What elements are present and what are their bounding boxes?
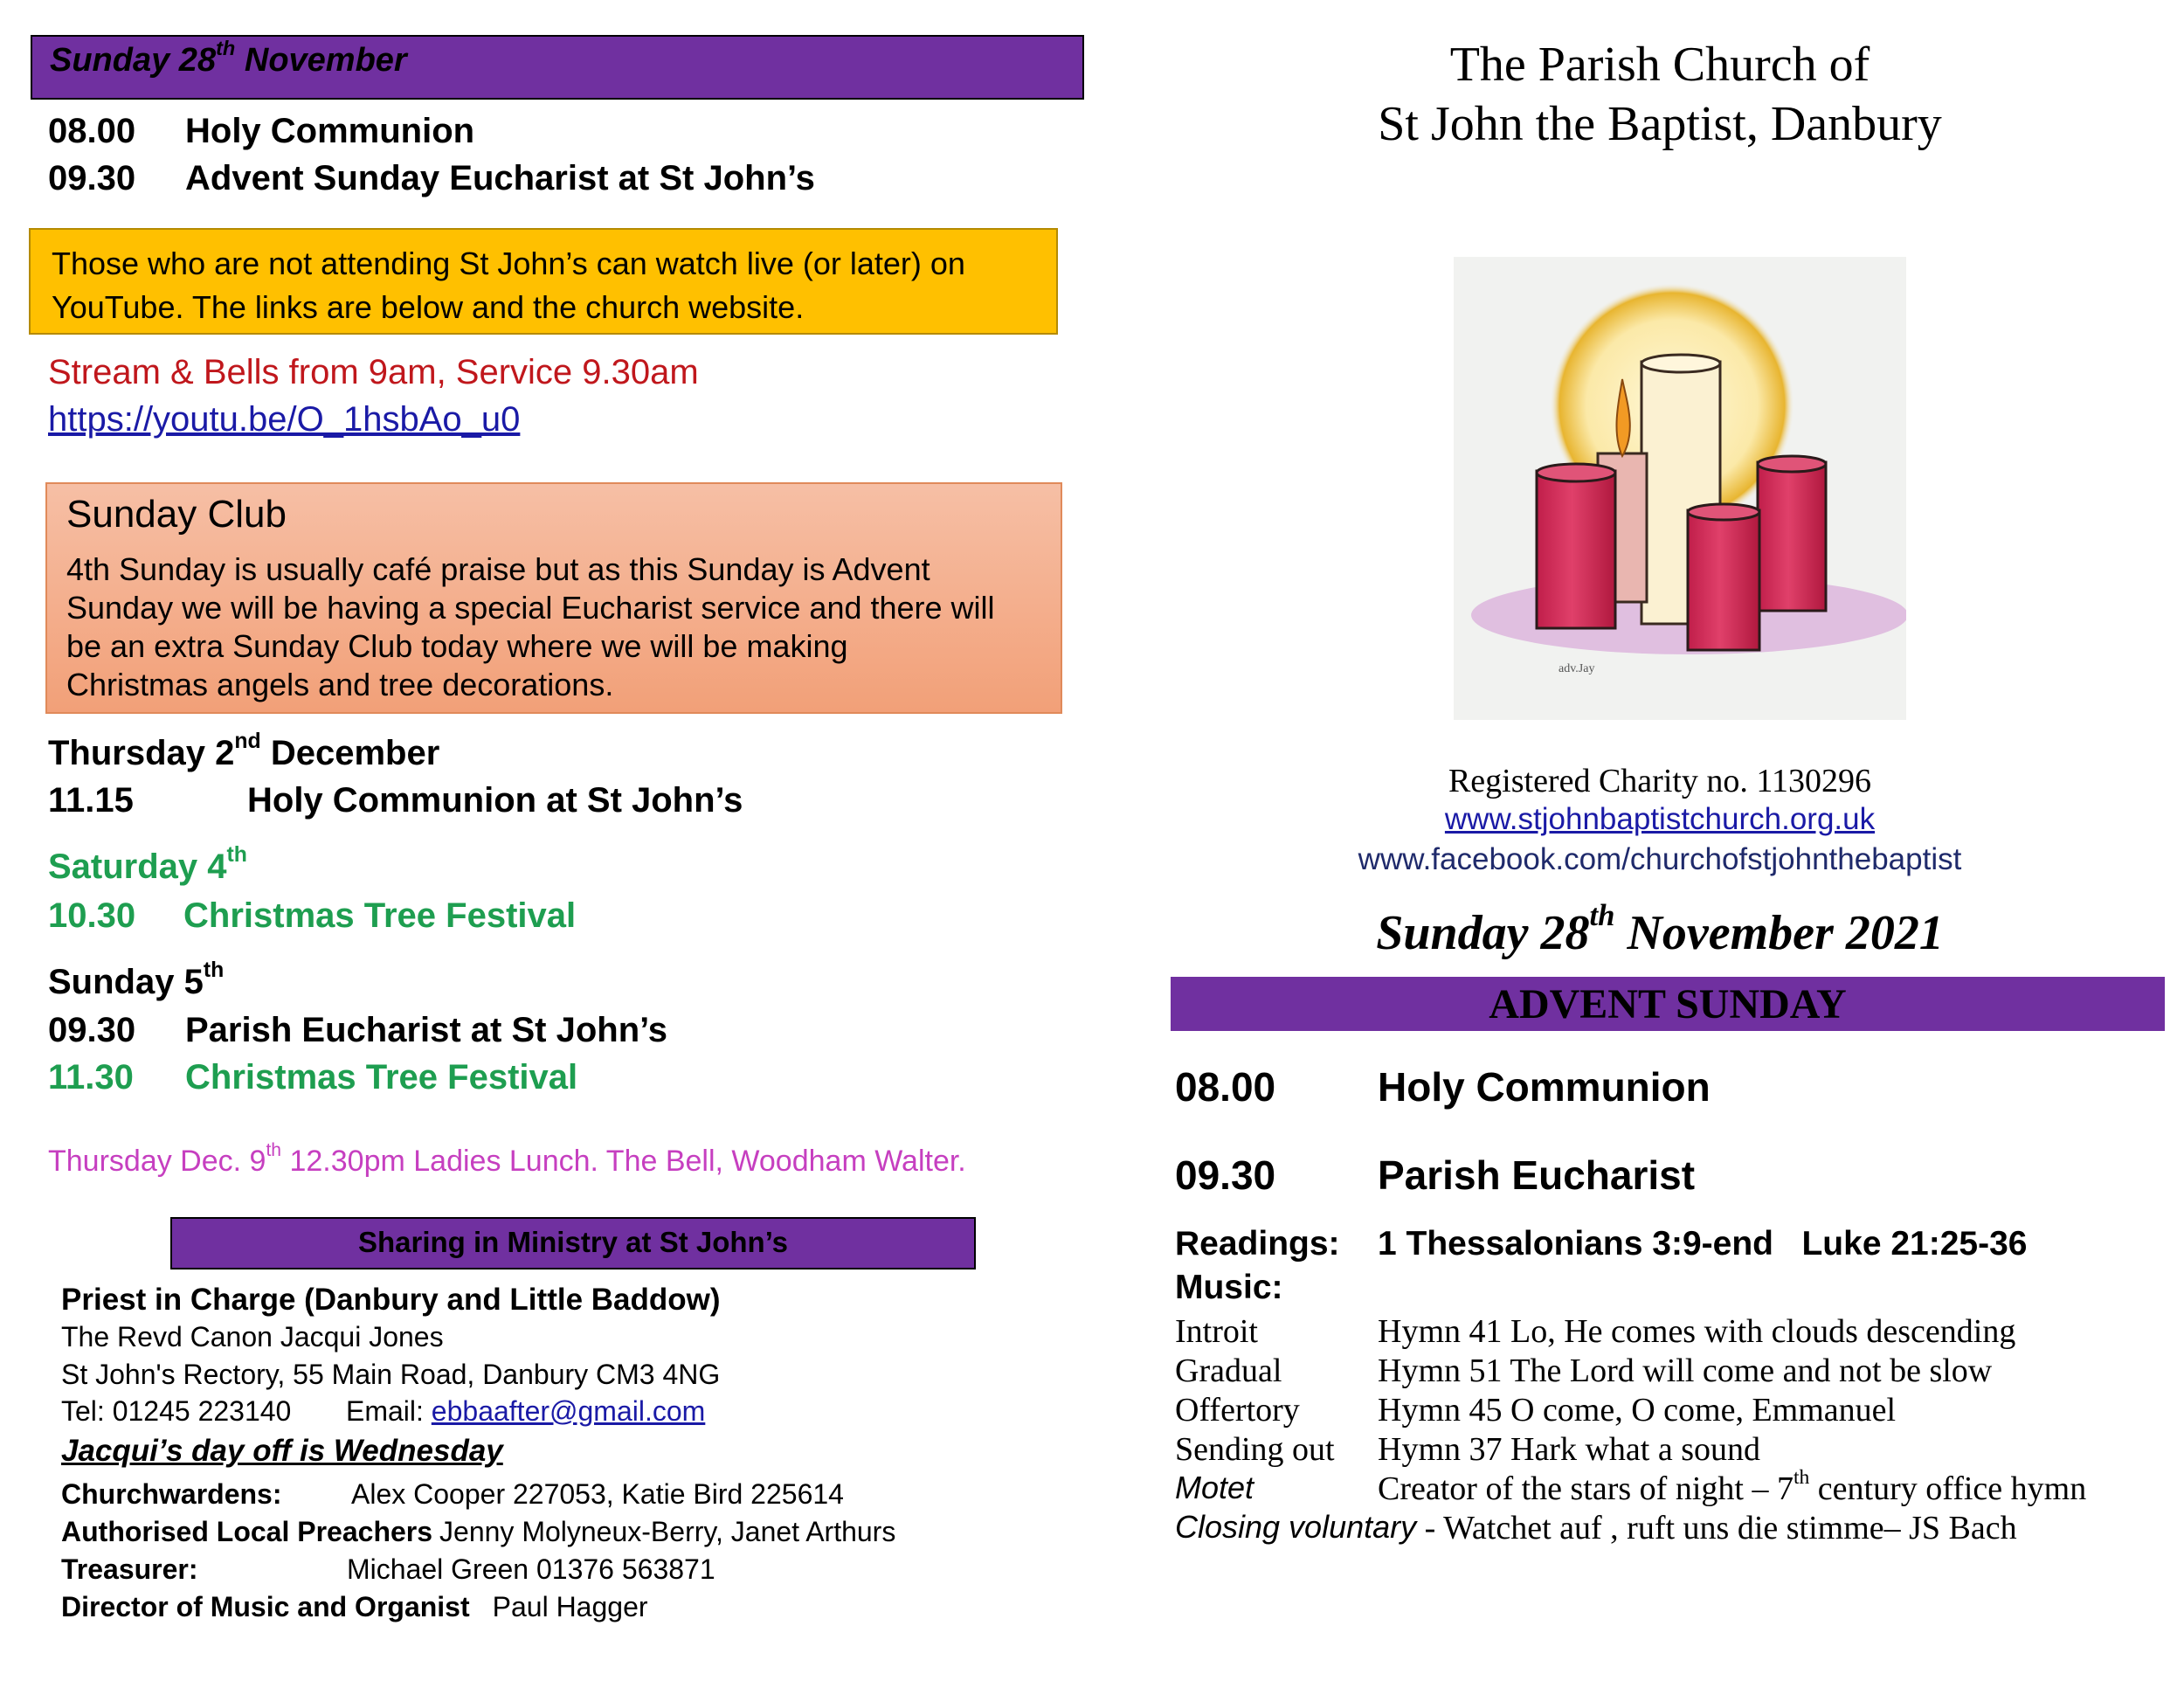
closing-voluntary-value: - Watchet auf , ruft uns die stimme– JS Bach [1416,1510,2017,1546]
service-row [1175,1152,1695,1199]
priest-title: Priest in Charge (Danbury and Little Baddow) [61,1283,721,1317]
sunday-club-line: be an extra Sunday Club today where we will be making [66,628,848,664]
service-date: Sunday 28th November 2021 [1376,898,1944,960]
service-row [48,896,576,936]
service-row [48,159,815,198]
church-title-line1: The Parish Church of [1449,38,1870,92]
music-row [1175,1391,1896,1429]
charity-number: Registered Charity no. 1130296 [1448,763,1872,799]
service-title: Parish Eucharist at St John’s [185,1011,668,1049]
service-time: 09.30 [48,1011,136,1049]
role-value: Michael Green 01376 563871 [347,1553,715,1585]
motet-value: Creator of the stars of night – 7th century office hymn [1378,1465,2087,1507]
service-title: Parish Eucharist [1378,1152,1696,1198]
service-row [48,781,743,820]
readings-label: Readings: [1175,1225,1340,1263]
role-label: Director of Music and Organist [61,1591,470,1622]
service-title: Christmas Tree Festival [185,1058,578,1097]
sunday-club-line: Sunday we will be having a special Eucharist service and there will [66,590,995,626]
role-row [61,1591,648,1623]
service-row [48,1011,667,1050]
service-row [1175,1063,1711,1110]
sunday-club-box [45,482,1062,714]
role-row [61,1478,844,1511]
thursday-heading: Thursday 2nd December [48,729,440,772]
church-title-line2: St John the Baptist, Danbury [1378,97,1942,151]
telephone: Tel: 01245 223140 [61,1395,292,1427]
music-row [1175,1430,1760,1469]
role-label: Authorised Local Preachers [61,1516,433,1547]
advent-sunday-title: ADVENT SUNDAY [1489,981,1847,1027]
music-item-label: Gradual [1175,1352,1282,1389]
facebook-url: www.facebook.com/churchofstjohnthebaptist [1358,842,1962,876]
music-item-value: Hymn 37 Hark what a sound [1378,1431,1760,1468]
music-item-label: Offertory [1175,1392,1300,1429]
role-label: Treasurer: [61,1553,198,1585]
role-row [61,1553,715,1586]
role-value: Alex Cooper 227053, Katie Bird 225614 [351,1478,844,1510]
music-item-value: Hymn 51 The Lord will come and not be slow [1378,1352,1993,1389]
service-title: Christmas Tree Festival [183,896,577,935]
priest-name: The Revd Canon Jacqui Jones [61,1321,444,1352]
role-label: Churchwardens: [61,1478,282,1510]
service-time: 08.00 [1175,1064,1276,1110]
email-link[interactable]: ebbaafter@gmail.com [431,1395,706,1427]
stream-link[interactable]: https://youtu.be/O_1hsbAo_u0 [48,400,521,439]
service-time: 09.30 [48,159,136,197]
service-title: Holy Communion at St John’s [247,781,743,820]
day-off-note: Jacqui’s day off is Wednesday [61,1434,503,1468]
service-row [48,112,474,151]
service-title: Holy Communion [1378,1064,1711,1110]
ladies-lunch-notice: Thursday Dec. 9th 12.30pm Ladies Lunch. The Bell, Woodham Walter. [48,1140,966,1178]
readings-row [1175,1225,2027,1263]
rectory-address: St John's Rectory, 55 Main Road, Danbury CM3 4NG [61,1359,721,1390]
date-banner-text: Sunday 28th November [50,36,407,79]
image-signature: adv.Jay [1559,662,1595,675]
service-time: 08.00 [48,112,136,150]
ministry-heading-bar [170,1217,976,1269]
service-title: Holy Communion [185,112,475,150]
role-value: Paul Hagger [492,1591,648,1622]
service-time: 11.30 [48,1058,134,1097]
stream-text: Stream & Bells from 9am, Service 9.30am [48,353,699,391]
music-item-label: Introit [1175,1313,1258,1350]
church-title [1223,35,2097,154]
motet-label: Motet [1175,1470,1254,1505]
music-item-label: Sending out [1175,1431,1335,1468]
website-link[interactable]: www.stjohnbaptistchurch.org.uk [1444,802,1876,836]
saturday-heading: Saturday 4th [48,842,247,886]
music-label: Music: [1175,1269,1283,1306]
closing-voluntary-label: Closing voluntary [1175,1509,1417,1545]
ministry-heading: Sharing in Ministry at St John’s [357,1226,788,1258]
role-row [61,1516,895,1548]
music-item-value: Hymn 45 O come, O come, Emmanuel [1378,1392,1897,1429]
youtube-notice-text: Those who are not attending St John’s can watch live (or later) on YouTube. The links are below and the church website. [52,246,965,325]
music-item-value: Hymn 41 Lo, He comes with clouds descending [1378,1313,2016,1350]
sunday-club-line: Christmas angels and tree decorations. [66,667,614,702]
sunday-club-title: Sunday Club [66,493,287,536]
advent-sunday-banner [1171,977,2165,1031]
service-time: 11.15 [48,781,134,820]
date-banner [31,35,1084,100]
service-time: 09.30 [1175,1152,1276,1198]
sunday5-heading: Sunday 5th [48,958,225,1001]
service-row [48,1058,577,1097]
motet-row [1175,1465,2087,1508]
music-row [1175,1312,2015,1351]
readings-text: 1 Thessalonians 3:9-end Luke 21:25-36 [1378,1225,2028,1263]
advent-candles-image [1454,257,1906,720]
sunday-club-line: 4th Sunday is usually café praise but as this Sunday is Advent [66,551,930,587]
contact-line: Tel: 01245 223140 Email: ebbaafter@gmail.com [61,1395,706,1427]
closing-voluntary-row [1175,1509,2017,1547]
advent-candles-illustration [1454,257,1906,720]
service-time: 10.30 [48,896,136,935]
service-title: Advent Sunday Eucharist at St John’s [185,159,815,197]
music-row [1175,1352,1992,1390]
role-value: Jenny Molyneux-Berry, Janet Arthurs [439,1516,896,1547]
youtube-notice [29,228,1058,335]
